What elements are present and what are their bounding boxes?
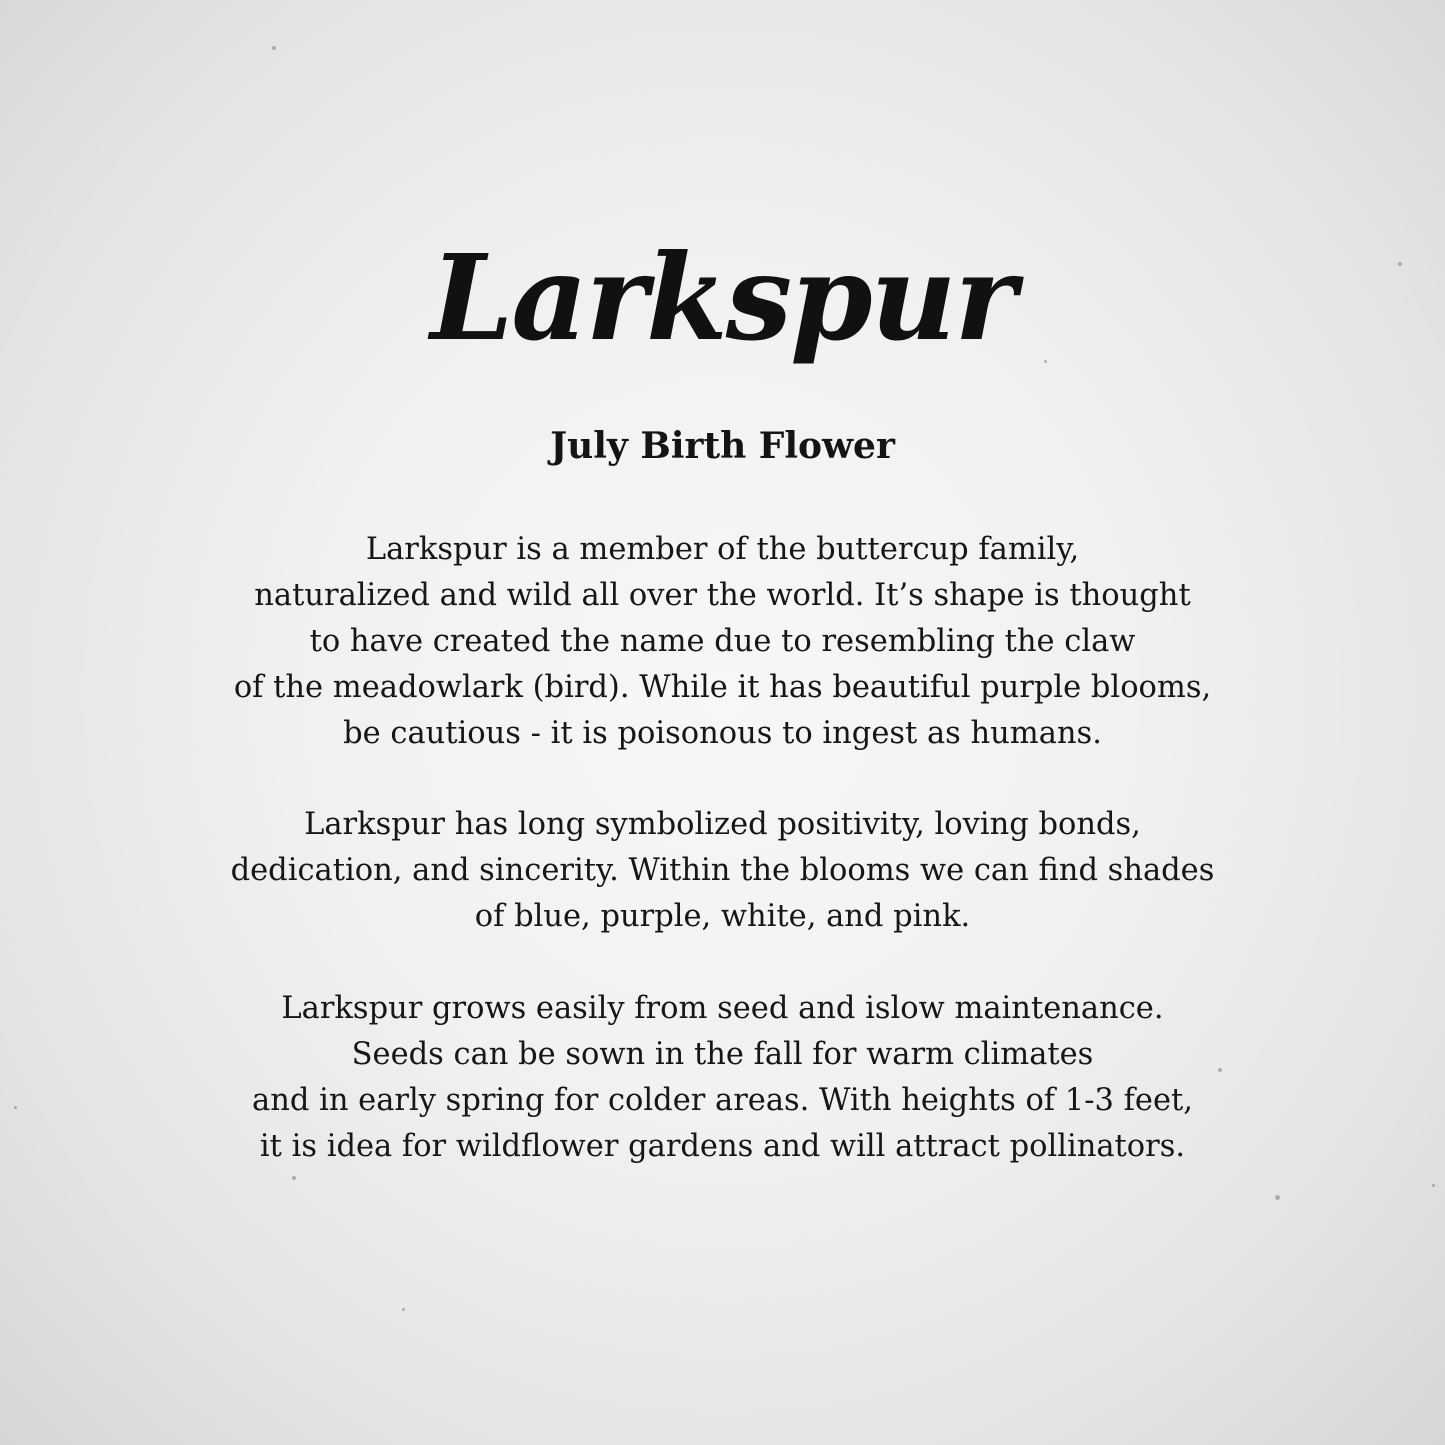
paragraph-line: naturalized and wild all over the world. It’s shape is thought: [254, 578, 1191, 613]
paragraph-line: dedication, and sincerity. Within the blooms we can find shades: [230, 853, 1215, 888]
paper-speck: [402, 1308, 405, 1311]
paragraph-line: and in early spring for colder areas. With heights of 1-3 feet,: [252, 1083, 1193, 1118]
paragraph-line: Larkspur is a member of the buttercup family,: [365, 532, 1080, 567]
paper-speck: [272, 46, 276, 50]
paragraph-line: Larkspur has long symbolized positivity, loving bonds,: [304, 807, 1141, 842]
paragraph-line: of blue, purple, white, and pink.: [474, 899, 971, 934]
paragraph-line: be cautious - it is poisonous to ingest as humans.: [343, 716, 1102, 751]
paragraph-symbolism: [0, 802, 1445, 940]
page-subtitle: July Birth Flower: [550, 425, 895, 467]
paragraph-line: to have created the name due to resembling the claw: [309, 624, 1136, 659]
paragraph-line: Seeds can be sown in the fall for warm climates: [351, 1037, 1094, 1072]
paper-speck: [292, 1176, 296, 1180]
paragraph-line: Larkspur grows easily from seed and islow maintenance.: [281, 991, 1164, 1026]
paper-speck: [1432, 1184, 1435, 1187]
paragraph-line: it is idea for wildflower gardens and will attract pollinators.: [259, 1129, 1186, 1164]
paper-speck: [1275, 1195, 1280, 1200]
paragraph-growing: [0, 986, 1445, 1170]
page-title: Larkspur: [430, 228, 1015, 367]
paragraph-line: of the meadowlark (bird). While it has beautiful purple blooms,: [233, 670, 1212, 705]
paragraph-description: [0, 527, 1445, 757]
